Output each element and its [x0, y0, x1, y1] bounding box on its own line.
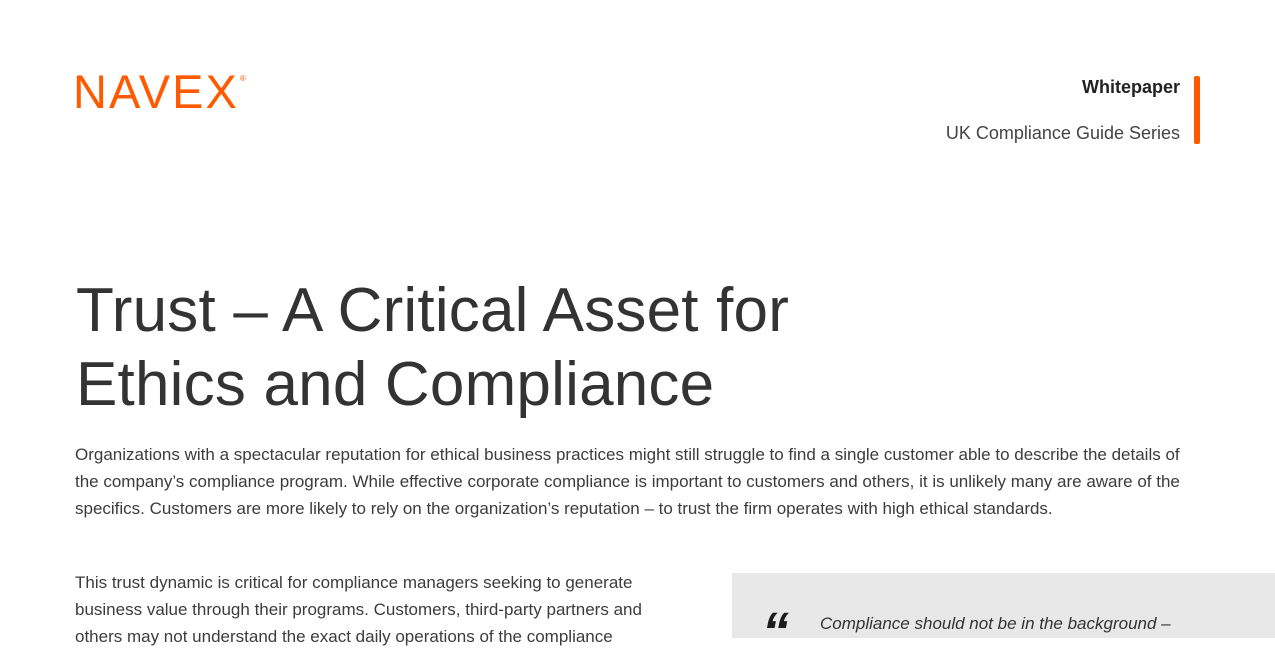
registered-trademark-mark: ® [239, 74, 246, 83]
quote-mark-icon: “ [762, 602, 781, 638]
document-header-meta [840, 76, 1180, 142]
header-accent-bar [1194, 76, 1200, 144]
pull-quote-panel [732, 573, 1275, 638]
series-label: UK Compliance Guide Series [945, 123, 1180, 143]
logo-wordmark: NAVEX [73, 65, 239, 118]
document-type-label: Whitepaper [1081, 77, 1180, 97]
page-title: Trust – A Critical Asset for Ethics and Compliance [76, 276, 790, 419]
body-paragraph: This trust dynamic is critical for compliance managers seeking to generate business value through their programs. Customers, third-party partners and others may not understand the exact daily operations of the compliance [75, 573, 642, 646]
intro-paragraph: Organizations with a spectacular reputation for ethical business practices might still struggle to find a single customer able to describe the details of the company’s compliance program. While effective corporate compliance is important to customers and others, it is unlikely many are aware of the specifics. Customers are more likely to rely on the organization’s reputation – to trust the firm operates with high ethical standards. [75, 445, 1180, 518]
navex-logo [73, 65, 246, 118]
pull-quote-text: Compliance should not be in the background – [820, 614, 1171, 633]
